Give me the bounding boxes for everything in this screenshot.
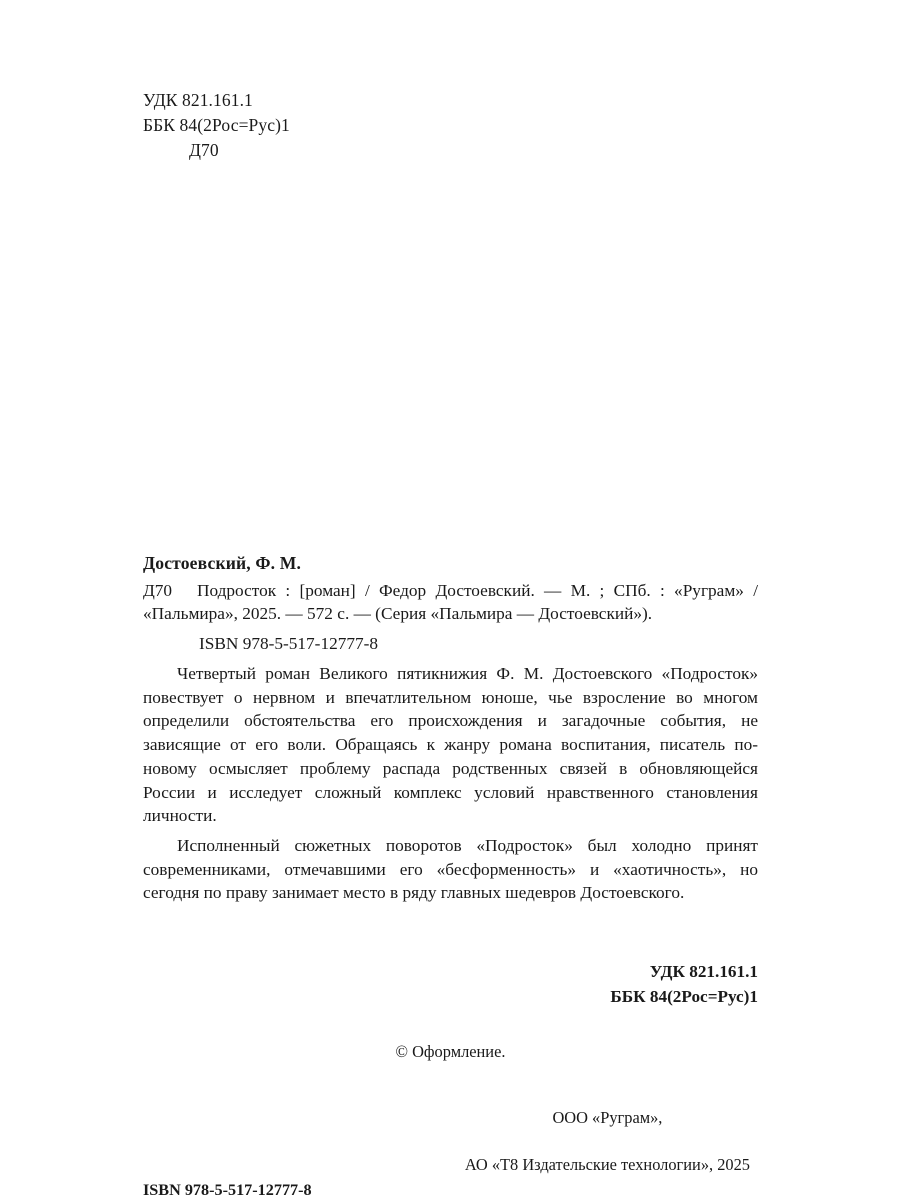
bibliographic-record — [143, 552, 758, 905]
udk-repeat: УДК 821.161.1 — [649, 962, 758, 981]
annotation-paragraph-1: Четвертый роман Великого пятикнижия Ф. М. Достоевского «Подросток» повествует о нервном и впечатлительном юноше, чье взросление во многом определили обстоятельства его происхождения и загадочные события, не зависящие от его воли. Обращаясь к жанру романа воспитания, писатель по-новому осмысляет проблему распада родственных связей в обновляющейся России и исследует сложный комплекс условий нравственного становления личности. — [143, 664, 758, 826]
copyright-line: © Оформление. — [395, 1042, 506, 1061]
author-sign-top: Д70 — [189, 139, 219, 160]
bbk-repeat: ББК 84(2Рос=Рус)1 — [610, 986, 758, 1006]
classification-block-top — [143, 88, 290, 163]
classification-block-repeat — [143, 960, 758, 1010]
footer-bottom — [143, 1082, 758, 1201]
record-code: Д70 — [143, 580, 173, 600]
publisher-line-2: АО «Т8 Издательские технологии», 2025 — [464, 1155, 750, 1175]
footer-isbn: ISBN 978-5-517-12777-8 — [143, 1180, 312, 1199]
author-heading: Достоевский, Ф. М. — [143, 553, 302, 573]
footer-copyright — [143, 1040, 758, 1064]
annotation-paragraph-2: Исполненный сюжетных поворотов «Подросток» был холодно принят современниками, отмечавшими его «бесформенность» и «хаотичность», но сегодня по праву занимает место в ряду главных шедевров Достоевского. — [143, 835, 758, 903]
publisher-block — [465, 1082, 750, 1201]
udk-top: УДК 821.161.1 — [143, 90, 253, 110]
publisher-line-1: ООО «Руграм», — [552, 1107, 663, 1127]
record-description-row — [143, 579, 758, 625]
bbk-top: ББК 84(2Рос=Рус)1 — [143, 114, 290, 135]
record-isbn: ISBN 978-5-517-12777-8 — [199, 633, 379, 653]
record-description: Подросток : [роман] / Федор Достоевский. — М. ; СПб. : «Руграм» / «Пальмира», 2025. — 572 с. — (Серия «Пальмира — Достоевский»). — [143, 580, 758, 623]
